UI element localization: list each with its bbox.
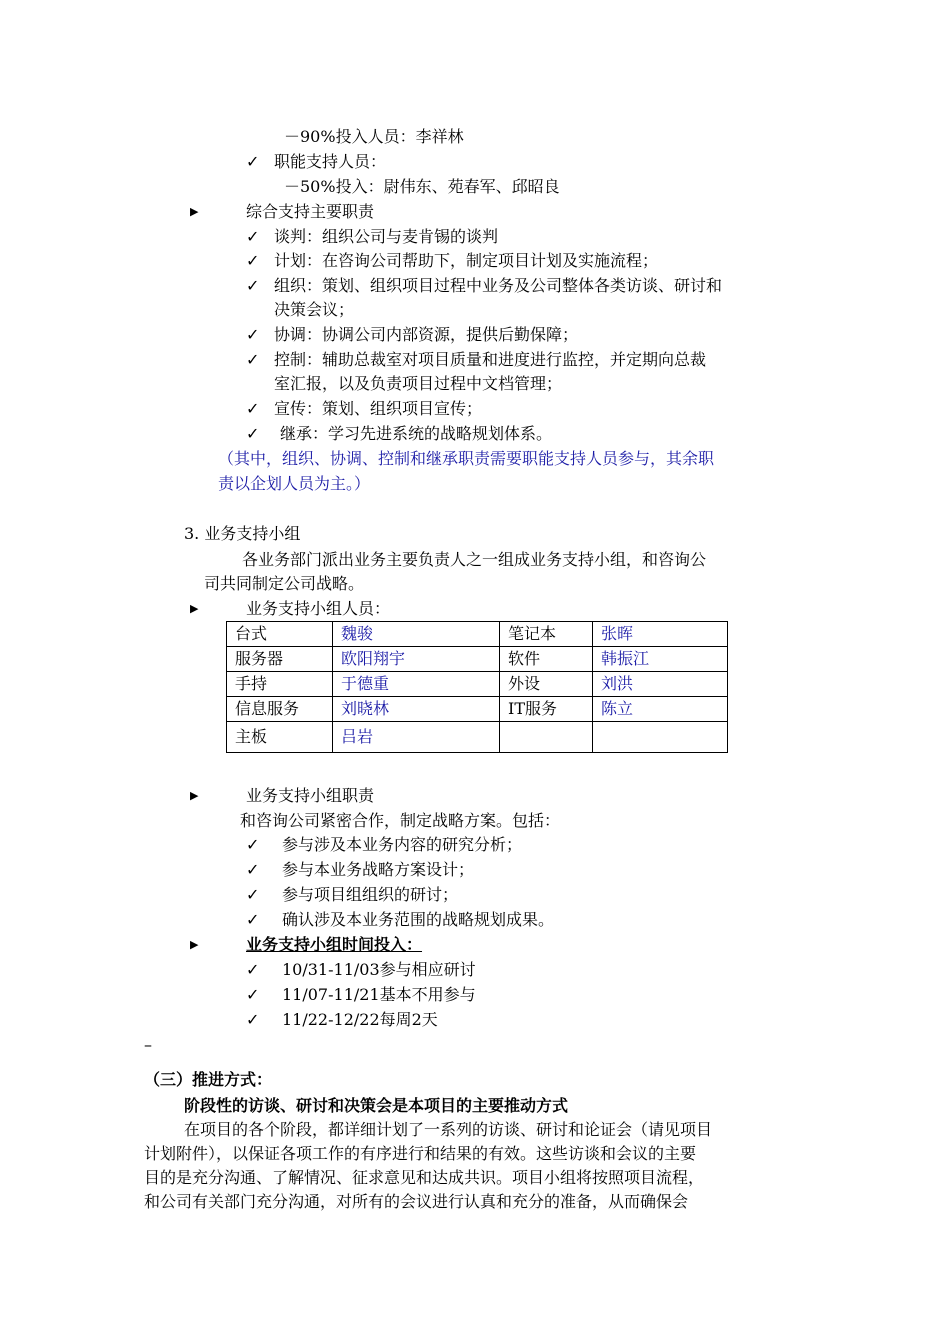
section-three-para-line4: 和公司有关部门充分沟通，对所有的会议进行认真和充分的准备，从而确保会 (144, 1192, 689, 1211)
duty-item: 参与项目组组织的研讨； (282, 885, 459, 904)
table-row (227, 672, 728, 697)
table-cell-dept: 手持 (227, 672, 333, 697)
arrow-bullet-icon: ▶ (190, 938, 199, 951)
table-cell-dept: 外设 (500, 672, 593, 697)
table-cell-dept: 主板 (227, 722, 333, 753)
section-three-heading: （三）推进方式： (144, 1070, 273, 1089)
duty-item: 协调：协调公司内部资源，提供后勤保障； (274, 325, 579, 344)
duty-item: 确认涉及本业务范围的战略规划成果。 (282, 910, 555, 929)
time-item: 10/31-11/03参与相应研讨 (282, 960, 476, 979)
time-heading: 业务支持小组时间投入： (246, 935, 423, 954)
table-cell-person: 于德重 (333, 672, 500, 697)
investment-50-line: －50%投入：尉伟东、苑春军、邱昭良 (284, 177, 560, 196)
table-cell-empty (500, 722, 593, 753)
table-cell-person: 魏骏 (333, 622, 500, 647)
table-cell-dept: 服务器 (227, 647, 333, 672)
duty-item-continued: 决策会议； (274, 300, 355, 319)
check-icon: ✓ (246, 910, 260, 929)
table-row (227, 647, 728, 672)
func-support-label: 职能支持人员： (274, 152, 387, 171)
duties-note-line1: （其中，组织、协调、控制和继承职责需要职能支持人员参与，其余职 (218, 449, 715, 468)
table-cell-person: 刘洪 (593, 672, 728, 697)
arrow-bullet-icon: ▶ (190, 602, 199, 615)
duties-heading: 业务支持小组职责 (246, 786, 375, 805)
duty-item: 宣传：策划、组织项目宣传； (274, 399, 483, 418)
section3-heading: 3. 业务支持小组 (184, 524, 301, 543)
check-icon: ✓ (246, 885, 260, 904)
check-icon: ✓ (246, 399, 260, 418)
table-row (227, 722, 728, 753)
members-heading: 业务支持小组人员： (246, 599, 391, 618)
duty-item: 继承：学习先进系统的战略规划体系。 (280, 424, 553, 443)
section-three-subheading: 阶段性的访谈、研讨和决策会是本项目的主要推动方式 (184, 1096, 569, 1115)
table-cell-person: 张晖 (593, 622, 728, 647)
check-icon: ✓ (246, 227, 260, 246)
section3-para-line1: 各业务部门派出业务主要负责人之一组成业务支持小组，和咨询公 (242, 550, 707, 569)
table-row (227, 697, 728, 722)
check-icon: ✓ (246, 1010, 260, 1029)
check-icon: ✓ (246, 424, 260, 443)
general-duties-heading: 综合支持主要职责 (246, 202, 375, 221)
duty-item-continued: 室汇报，以及负责项目过程中文档管理； (274, 374, 563, 393)
duty-item: 计划：在咨询公司帮助下，制定项目计划及实施流程； (274, 251, 659, 270)
check-icon: ✓ (246, 960, 260, 979)
duty-item: 控制：辅助总裁室对项目质量和进度进行监控，并定期向总裁 (274, 350, 707, 369)
table-cell-person: 欧阳翔宇 (333, 647, 500, 672)
check-icon: ✓ (246, 860, 260, 879)
duties-intro: 和咨询公司紧密合作，制定战略方案。包括： (240, 811, 561, 830)
section3-para-line2: 司共同制定公司战略。 (204, 574, 365, 593)
check-icon: ✓ (246, 251, 260, 270)
table-cell-person: 陈立 (593, 697, 728, 722)
investment-90-line: －90%投入人员：李祥林 (284, 127, 464, 146)
check-icon: ✓ (246, 350, 260, 369)
table-cell-dept: 台式 (227, 622, 333, 647)
check-icon: ✓ (246, 985, 260, 1004)
arrow-bullet-icon: ▶ (190, 205, 199, 218)
table-cell-dept: 笔记本 (500, 622, 593, 647)
table-cell-person: 吕岩 (333, 722, 500, 753)
section-three-para-line2: 计划附件），以保证各项工作的有序进行和结果的有效。这些访谈和会议的主要 (144, 1144, 697, 1163)
arrow-bullet-icon: ▶ (190, 789, 199, 802)
time-item: 11/07-11/21基本不用参与 (282, 985, 476, 1004)
table-cell-empty (593, 722, 728, 753)
section-three-para-line3: 目的是充分沟通、了解情况、征求意见和达成共识。项目小组将按照项目流程， (144, 1168, 705, 1187)
section-three-para-line1: 在项目的各个阶段，都详细计划了一系列的访谈、研讨和论证会（请见项目 (184, 1120, 713, 1139)
check-icon: ✓ (246, 152, 260, 171)
table-cell-person: 刘晓林 (333, 697, 500, 722)
table-cell-dept: IT服务 (500, 697, 593, 722)
members-table (226, 621, 728, 753)
duty-item: 组织：策划、组织项目过程中业务及公司整体各类访谈、研讨和 (274, 276, 723, 295)
check-icon: ✓ (246, 835, 260, 854)
time-item: 11/22-12/22每周2天 (282, 1010, 438, 1029)
check-icon: ✓ (246, 325, 260, 344)
table-row (227, 622, 728, 647)
table-cell-person: 韩振江 (593, 647, 728, 672)
duty-item: 参与本业务战略方案设计； (282, 860, 475, 879)
table-cell-dept: 信息服务 (227, 697, 333, 722)
table-cell-dept: 软件 (500, 647, 593, 672)
duty-item: 参与涉及本业务内容的研究分析； (282, 835, 523, 854)
check-icon: ✓ (246, 276, 260, 295)
dash-mark: – (144, 1035, 152, 1054)
duty-item: 谈判：组织公司与麦肯锡的谈判 (274, 227, 499, 246)
duties-note-line2: 责以企划人员为主。） (218, 474, 371, 493)
